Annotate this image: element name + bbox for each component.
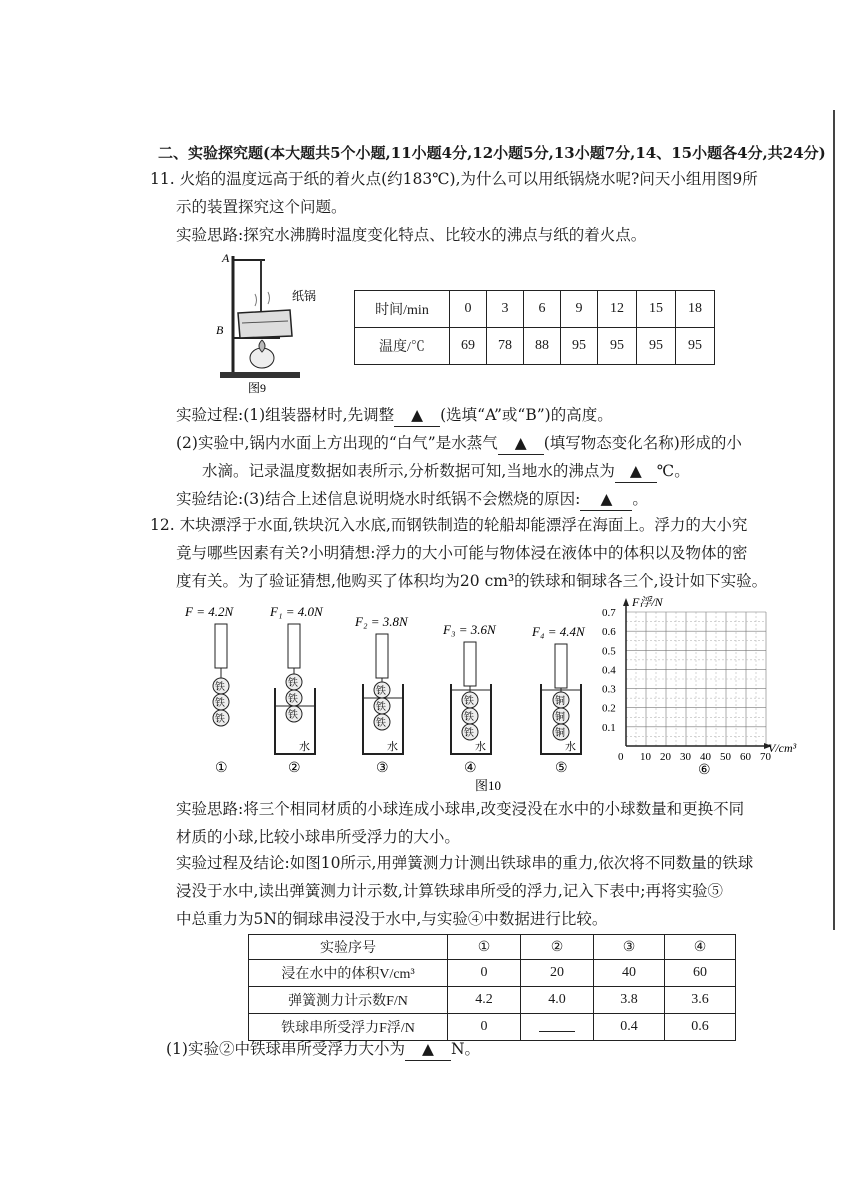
- x-tick-label: 70: [760, 751, 771, 763]
- table-cell: 95: [676, 328, 715, 365]
- table-cell: 12: [598, 291, 637, 328]
- q11-proc2-line2: 水滴。记录温度数据如表所示,分析数据可知,当地水的沸点为 ▲ ℃。: [202, 460, 690, 483]
- q12-intro-line3: 度有关。为了验证猜想,他购买了体积均为20 cm³的铁球和铜球各三个,设计如下实验。: [176, 572, 768, 590]
- svg-text:铁: 铁: [464, 696, 474, 707]
- q11-data-table: [354, 290, 715, 365]
- label-b: B: [216, 323, 224, 337]
- y-tick-label: 0.2: [602, 702, 616, 715]
- paper-pot: [238, 310, 292, 338]
- svg-text:水: 水: [299, 741, 310, 753]
- experiment-4: [451, 642, 491, 754]
- time-header: 时间/min: [355, 291, 450, 328]
- answer-blank[interactable]: ▲: [394, 404, 440, 427]
- x-tick-label: 10: [640, 751, 651, 763]
- table-row: [355, 328, 715, 365]
- q12-proc-line1: 实验过程及结论:如图10所示,用弹簧测力计测出铁球串的重力,依次将不同数量的铁球: [176, 854, 754, 872]
- table-cell: 88: [524, 328, 561, 365]
- svg-text:铁: 铁: [376, 702, 386, 713]
- svg-text:铜: 铜: [555, 712, 565, 723]
- q11-proc2: (2)实验中,锅内水面上方出现的“白气”是水蒸气 ▲ (填写物态变化名称)形成的小: [176, 432, 742, 455]
- force-label-4: F₃ = 3.6N: [443, 622, 496, 637]
- answer-blank[interactable]: ▲: [615, 460, 657, 483]
- y-tick-label: 0.1: [602, 721, 616, 734]
- q12-proc-line3: 中总重力为5N的铜球串浸没于水中,与实验④中数据进行比较。: [176, 910, 608, 928]
- exp-number-1: ①: [215, 761, 228, 776]
- steam: [255, 292, 270, 306]
- exp-number-2: ②: [288, 761, 301, 776]
- table-header: ①: [448, 935, 521, 960]
- table-cell: 20: [521, 960, 594, 987]
- table-row: [249, 960, 736, 987]
- label-a: A: [222, 251, 230, 265]
- table-row: [249, 935, 736, 960]
- exp-number-5: ⑤: [555, 761, 568, 776]
- table-cell: 3: [487, 291, 524, 328]
- y-tick-label: 0.3: [602, 683, 616, 696]
- y-axis-label: F浮/N: [632, 595, 663, 609]
- answer-blank[interactable]: ▲: [580, 488, 632, 511]
- table-cell: 15: [637, 291, 676, 328]
- experiment-3: [363, 634, 403, 754]
- table-cell: 60: [665, 960, 736, 987]
- force-label-2: F₁ = 4.0N: [270, 604, 323, 619]
- row-label: 铁球串所受浮力F浮/N: [249, 1014, 448, 1041]
- table-header: ③: [594, 935, 665, 960]
- y-tick-label: 0.6: [602, 626, 616, 639]
- table-cell: 40: [594, 960, 665, 987]
- svg-text:水: 水: [565, 741, 576, 753]
- q12-question1: (1)实验②中铁球串所受浮力大小为 ▲ N。: [166, 1038, 480, 1061]
- x-tick-label: 30: [680, 751, 691, 763]
- graph-grid: [626, 612, 766, 746]
- figure10-experiments: [175, 598, 605, 794]
- svg-text:水: 水: [475, 741, 486, 753]
- table-cell: 78: [487, 328, 524, 365]
- experiment-5: [541, 644, 581, 754]
- figure10-graph: [600, 594, 810, 778]
- svg-text:铁: 铁: [376, 686, 386, 697]
- q11-proc1: 实验过程:(1)组装器材时,先调整 ▲ (选填“A”或“B”)的高度。: [176, 404, 613, 427]
- table-cell: 18: [676, 291, 715, 328]
- x-tick-label: 20: [660, 751, 671, 763]
- y-axis-arrow: [623, 598, 629, 606]
- table-header: ④: [665, 935, 736, 960]
- svg-text:铁: 铁: [288, 678, 298, 689]
- exp-number-4: ④: [464, 761, 477, 776]
- table-cell: 0: [450, 291, 487, 328]
- table-header: ②: [521, 935, 594, 960]
- table-cell: 4.0: [521, 987, 594, 1014]
- table-cell: 0.4: [594, 1014, 665, 1041]
- table-cell: 4.2: [448, 987, 521, 1014]
- table-header: 实验序号: [249, 935, 448, 960]
- stand-base: [220, 372, 300, 378]
- svg-text:铁: 铁: [215, 714, 225, 725]
- table-cell: 6: [524, 291, 561, 328]
- svg-text:水: 水: [387, 741, 398, 753]
- table-cell: 3.8: [594, 987, 665, 1014]
- y-tick-label: 0.4: [602, 664, 616, 677]
- table-row: [355, 291, 715, 328]
- table-cell: 3.6: [665, 987, 736, 1014]
- x-tick-label: 60: [740, 751, 751, 763]
- table-row: [249, 987, 736, 1014]
- x-tick-label: 50: [720, 751, 731, 763]
- row-label: 弹簧测力计示数F/N: [249, 987, 448, 1014]
- experiment-2: [275, 624, 315, 754]
- svg-text:铜: 铜: [555, 696, 565, 707]
- table-cell: 0: [448, 960, 521, 987]
- figure10-caption: 图10: [475, 778, 502, 793]
- exp-number-6: ⑥: [698, 763, 711, 778]
- force-label-1: F = 4.2N: [185, 604, 234, 619]
- q11-conclusion: 实验结论:(3)结合上述信息说明烧水时纸锅不会燃烧的原因: ▲ 。: [176, 488, 648, 511]
- table-row: [249, 1014, 736, 1041]
- force-label-3: F₂ = 3.8N: [355, 614, 408, 629]
- svg-text:铁: 铁: [288, 694, 298, 705]
- table-cell: 0.6: [665, 1014, 736, 1041]
- label-paper-pot: 纸锅: [292, 289, 317, 303]
- spring-scale: [464, 642, 476, 686]
- spring-scale: [555, 644, 567, 688]
- q12-idea-line1: 实验思路:将三个相同材质的小球连成小球串,改变浸没在水中的小球数量和更换不同: [176, 800, 745, 818]
- spring-scale: [288, 624, 300, 668]
- figure9-apparatus: [200, 248, 330, 398]
- svg-text:铜: 铜: [555, 728, 565, 739]
- table-cell: 95: [561, 328, 598, 365]
- table-cell: 95: [637, 328, 676, 365]
- x-tick-label: 40: [700, 751, 711, 763]
- table-cell-blank[interactable]: [521, 1014, 594, 1041]
- svg-text:铁: 铁: [215, 698, 225, 709]
- table-cell: 9: [561, 291, 598, 328]
- row-label: 浸在水中的体积V/cm³: [249, 960, 448, 987]
- spring-scale: [376, 634, 388, 678]
- spring-scale: [215, 624, 227, 668]
- q11-intro-line2: 示的装置探究这个问题。: [176, 198, 347, 216]
- x-axis-label: V/cm³: [768, 741, 797, 755]
- x-tick-label: 0: [618, 751, 624, 763]
- figure9-caption: 图9: [248, 381, 267, 395]
- q11-idea: 实验思路:探究水沸腾时温度变化特点、比较水的沸点与纸的着火点。: [176, 226, 647, 244]
- q12-intro-line2: 竟与哪些因素有关?小明猜想:浮力的大小可能与物体浸在液体中的体积以及物体的密: [176, 544, 748, 562]
- flame: [259, 340, 265, 352]
- answer-blank[interactable]: ▲: [498, 432, 544, 455]
- svg-text:铁: 铁: [464, 728, 474, 739]
- section-header: 二、实验探究题(本大题共5个小题,11小题4分,12小题5分,13小题7分,14、15小题各4分,共24分): [158, 144, 826, 162]
- svg-text:铁: 铁: [215, 682, 225, 693]
- table-cell: 95: [598, 328, 637, 365]
- y-tick-label: 0.5: [602, 645, 616, 658]
- force-label-5: F₄ = 4.4N: [532, 624, 585, 639]
- q12-proc-line2: 浸没于水中,读出弹簧测力计示数,计算铁球串所受的浮力,记入下表中;再将实验⑤: [176, 882, 724, 900]
- page-edge-line: [833, 110, 835, 930]
- svg-text:铁: 铁: [464, 712, 474, 723]
- table-cell: 0: [448, 1014, 521, 1041]
- svg-text:铁: 铁: [288, 710, 298, 721]
- experiment-1: [213, 624, 229, 726]
- table-cell: 69: [450, 328, 487, 365]
- answer-blank[interactable]: ▲: [405, 1038, 451, 1061]
- q11-intro-line1: 11. 火焰的温度远高于纸的着火点(约183℃),为什么可以用纸锅烧水呢?问天小组用图9所: [150, 170, 758, 188]
- svg-text:铁: 铁: [376, 718, 386, 729]
- q12-intro-line1: 12. 木块漂浮于水面,铁块沉入水底,而钢铁制造的轮船却能漂浮在海面上。浮力的大小究: [150, 516, 748, 534]
- q12-data-table: [248, 934, 736, 1041]
- exp-number-3: ③: [376, 761, 389, 776]
- temp-header: 温度/℃: [355, 328, 450, 365]
- y-tick-label: 0.7: [602, 607, 616, 619]
- q12-idea-line2: 材质的小球,比较小球串所受浮力的大小。: [176, 828, 460, 846]
